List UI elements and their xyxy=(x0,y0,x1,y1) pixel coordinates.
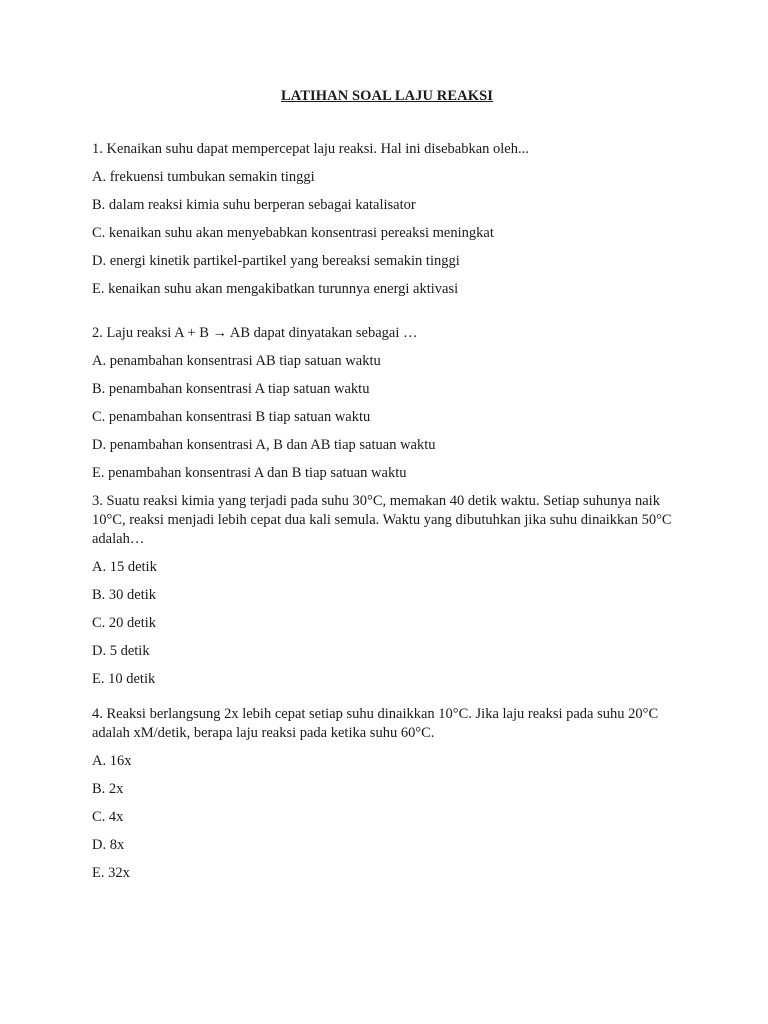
option-a: A. 15 detik xyxy=(92,559,157,575)
option-d: D. 8x xyxy=(92,837,125,853)
option-a: A. frekuensi tumbukan semakin tinggi xyxy=(92,169,315,185)
option-a: A. 16x xyxy=(92,753,132,769)
option-e: E. 10 detik xyxy=(92,671,156,687)
question-1 xyxy=(92,140,682,299)
question-text: 4. Reaksi berlangsung 2x lebih cepat setiap suhu dinaikkan 10°C. Jika laju reaksi pada suhu 20°C adalah xM/detik, berapa laju reaksi pada ketika suhu 60°C. xyxy=(92,706,659,741)
option-c: C. kenaikan suhu akan menyebabkan konsentrasi pereaksi meningkat xyxy=(92,225,494,241)
option-d: D. 5 detik xyxy=(92,643,150,659)
option-c: C. 4x xyxy=(92,809,124,825)
option-c: C. 20 detik xyxy=(92,615,157,631)
option-e: E. penambahan konsentrasi A dan B tiap satuan waktu xyxy=(92,465,407,481)
document-title: LATIHAN SOAL LAJU REAKSI xyxy=(280,88,494,104)
option-b: B. 2x xyxy=(92,781,124,797)
option-d: D. penambahan konsentrasi A, B dan AB tiap satuan waktu xyxy=(92,437,436,453)
option-e: E. 32x xyxy=(92,865,130,881)
option-c: C. penambahan konsentrasi B tiap satuan waktu xyxy=(92,409,371,425)
option-e: E. kenaikan suhu akan mengakibatkan turunnya energi aktivasi xyxy=(92,281,459,297)
option-b: B. dalam reaksi kimia suhu berperan sebagai katalisator xyxy=(92,197,416,213)
option-b: B. penambahan konsentrasi A tiap satuan waktu xyxy=(92,381,370,397)
option-b: B. 30 detik xyxy=(92,587,157,603)
option-a: A. penambahan konsentrasi AB tiap satuan waktu xyxy=(92,353,381,369)
question-text: 1. Kenaikan suhu dapat mempercepat laju reaksi. Hal ini disebabkan oleh... xyxy=(92,141,529,157)
question-3 xyxy=(92,492,682,689)
question-4 xyxy=(92,705,682,883)
document-page xyxy=(92,86,682,892)
question-text: 3. Suatu reaksi kimia yang terjadi pada suhu 30°C, memakan 40 detik waktu. Setiap suhunya naik 10°C, reaksi menjadi lebih cepat dua kali semula. Waktu yang dibutuhkan jika suhu dinaikkan 50°C adalah… xyxy=(92,493,672,547)
option-d: D. energi kinetik partikel-partikel yang bereaksi semakin tinggi xyxy=(92,253,460,269)
question-text: 2. Laju reaksi A + B → AB dapat dinyatakan sebagai … xyxy=(92,325,418,341)
question-2 xyxy=(92,324,682,483)
